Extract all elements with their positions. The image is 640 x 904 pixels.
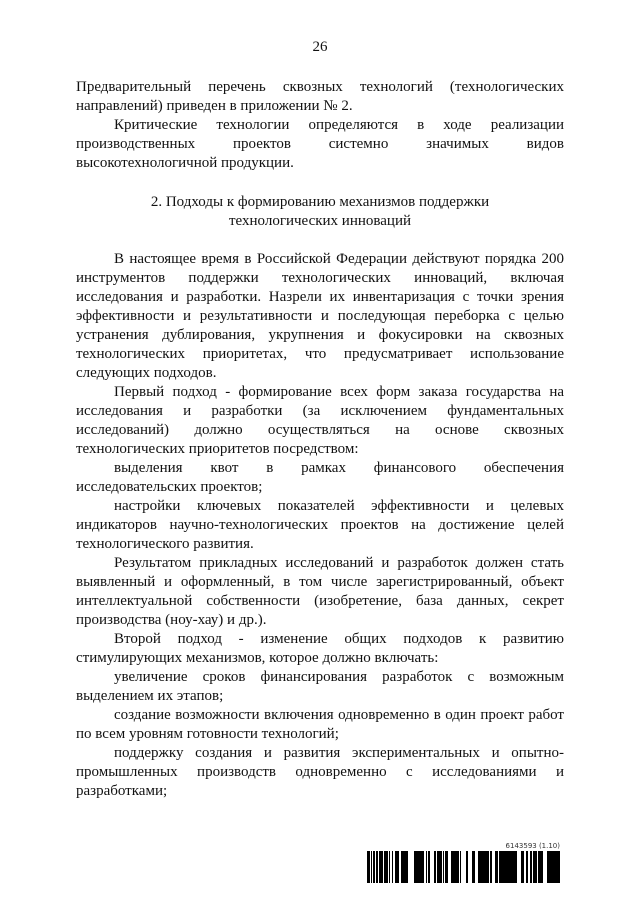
barcode-bar xyxy=(421,851,423,883)
barcode-bar xyxy=(443,851,444,883)
barcode-bar xyxy=(426,851,427,883)
section-title-line: 2. Подходы к формированию механизмов поддержки xyxy=(150,194,490,210)
barcode-bar xyxy=(397,851,398,883)
barcode-bar xyxy=(536,851,537,883)
barcode-bar xyxy=(486,851,488,883)
barcode-bar xyxy=(508,851,509,883)
barcode-bar xyxy=(387,851,388,883)
barcode-bar xyxy=(523,851,524,883)
paragraph: Критические технологии определяются в ходе реализации производственных проектов системно значимых видов высокотехнологичной продукции. xyxy=(76,117,564,171)
barcode-bar xyxy=(478,851,480,883)
page-number: 26 xyxy=(312,39,328,55)
barcode-bar xyxy=(451,851,453,883)
paragraph: Предварительный перечень сквозных технологий (технологических направлений) приведен в приложении № 2. xyxy=(76,79,564,114)
barcode-bar xyxy=(454,851,456,883)
list-item: увеличение сроков финансирования разработок с возможным выделением их этапов; xyxy=(76,669,564,704)
list-item: поддержку создания и развития экспериментальных и опытно-промышленных производств одновременно с исследованиями и разработками; xyxy=(76,745,564,799)
barcode-bar xyxy=(550,851,551,883)
barcode-bar xyxy=(423,851,424,883)
barcode-bar xyxy=(502,851,503,883)
barcode-bar xyxy=(456,851,457,883)
barcode-bar xyxy=(457,851,458,883)
barcode-bar xyxy=(491,851,492,883)
barcode-bar xyxy=(466,851,468,883)
barcode-bar xyxy=(490,851,491,883)
barcode-bar xyxy=(401,851,402,883)
barcode-bar xyxy=(441,851,442,883)
barcode-bar xyxy=(514,851,515,883)
barcode-bar xyxy=(403,851,405,883)
barcode-bar xyxy=(381,851,383,883)
barcode-bar xyxy=(500,851,501,883)
barcode-bar xyxy=(552,851,555,883)
barcode-bar xyxy=(367,851,368,883)
barcode-bar xyxy=(504,851,506,883)
barcode-bar xyxy=(402,851,403,883)
barcode-bar xyxy=(510,851,513,883)
barcode-bar xyxy=(440,851,441,883)
barcode-bar xyxy=(551,851,552,883)
barcode-bar xyxy=(506,851,508,883)
section-heading xyxy=(76,193,564,231)
barcode-bar xyxy=(509,851,510,883)
barcode-bar xyxy=(392,851,393,883)
barcode-bar xyxy=(556,851,557,883)
barcode-bar xyxy=(558,851,559,883)
barcode-bar xyxy=(379,851,381,883)
barcode-bar xyxy=(527,851,528,883)
barcode-bar xyxy=(405,851,406,883)
barcode-bar xyxy=(369,851,370,883)
list-item: настройки ключевых показателей эффективности и целевых индикаторов научно-технологических проектов на достижение целей технологического развития. xyxy=(76,498,564,552)
barcode-bar xyxy=(418,851,421,883)
paragraph: Второй подход - изменение общих подходов к развитию стимулирующих механизмов, которое должно включать: xyxy=(76,631,564,666)
barcode-bar xyxy=(437,851,439,883)
barcode-bar xyxy=(472,851,475,883)
barcode-bar xyxy=(439,851,440,883)
paragraph: В настоящее время в Российской Федерации действуют порядка 200 инструментов поддержки технологических инноваций, включая исследования и разработки. Назрели их инвентаризация с точки зрения эффективности и результативности и последующая переборка с целью устранения дублирования, укрупнения и фокусировки на сквозных технологических приоритетах, что предусматривает использование следующих подходов. xyxy=(76,251,564,381)
barcode-bar xyxy=(515,851,517,883)
barcode-bar xyxy=(496,851,498,883)
barcode-bar xyxy=(555,851,556,883)
barcode-bar xyxy=(368,851,369,883)
body-block xyxy=(76,250,564,801)
barcode-bar xyxy=(542,851,543,883)
barcode-bar xyxy=(503,851,504,883)
barcode-bar xyxy=(417,851,418,883)
barcode-bar xyxy=(501,851,502,883)
barcode-bar xyxy=(530,851,532,883)
barcode-bar xyxy=(416,851,417,883)
barcode-bar xyxy=(434,851,435,883)
list-item: создание возможности включения одновременно в один проект работ по всем уровням готовности технологий; xyxy=(76,707,564,742)
barcode-bar xyxy=(435,851,436,883)
barcode-bar xyxy=(384,851,385,883)
barcode-image xyxy=(367,851,563,883)
barcode-bar xyxy=(428,851,430,883)
barcode-bar xyxy=(389,851,390,883)
section-title-line: технологических инноваций xyxy=(228,213,411,229)
barcode-bar xyxy=(488,851,489,883)
barcode-bar xyxy=(547,851,548,883)
barcode-bar xyxy=(499,851,500,883)
barcode-bar xyxy=(406,851,408,883)
barcode-bar xyxy=(395,851,397,883)
barcode-bar xyxy=(458,851,459,883)
barcode-bar xyxy=(483,851,484,883)
barcode-bar xyxy=(540,851,542,883)
barcode-bar xyxy=(538,851,540,883)
barcode-bar xyxy=(521,851,523,883)
barcode-bar xyxy=(385,851,387,883)
barcode-bar xyxy=(398,851,399,883)
barcode-bar xyxy=(548,851,550,883)
barcode-bar xyxy=(453,851,454,883)
barcode-bar xyxy=(460,851,461,883)
barcode-bar xyxy=(445,851,446,883)
barcode-number: 6143593 (1.10) xyxy=(505,842,560,850)
barcode-bar xyxy=(480,851,483,883)
barcode-bar xyxy=(535,851,536,883)
barcode-bar xyxy=(414,851,416,883)
barcode-bar xyxy=(513,851,514,883)
barcode-bar xyxy=(377,851,378,883)
barcode-bar xyxy=(371,851,372,883)
barcode-bar xyxy=(533,851,535,883)
barcode-bar xyxy=(557,851,558,883)
barcode-bar xyxy=(484,851,486,883)
barcode-bar xyxy=(495,851,496,883)
paragraph: Результатом прикладных исследований и разработок должен стать выявленный и оформленный, в том числе зарегистрированный, объект интеллектуальной собственности (изобретение, база данных, секрет производства (ноу-хау) и др.). xyxy=(76,555,564,628)
list-item: выделения квот в рамках финансового обеспечения исследовательских проектов; xyxy=(76,460,564,495)
barcode-bar xyxy=(446,851,447,883)
barcode-bar xyxy=(373,851,375,883)
intro-block xyxy=(76,78,564,173)
barcode-bar xyxy=(526,851,527,883)
barcode-bar xyxy=(447,851,448,883)
barcode-bar xyxy=(559,851,560,883)
paragraph: Первый подход - формирование всех форм заказа государства на исследования и разработки (за исключением фундаментальных исследований) должно осуществляться на основе сквозных технологических приоритетов посредством: xyxy=(76,384,564,457)
barcode-bar xyxy=(376,851,377,883)
